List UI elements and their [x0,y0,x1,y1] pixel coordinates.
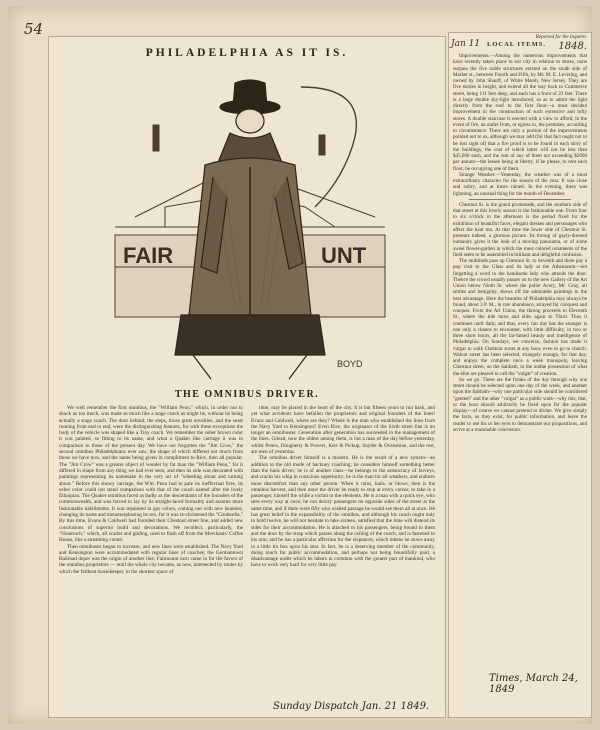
local-items-body [453,53,587,699]
article-columns [59,405,435,705]
article-paragraph: Then omnibuses began to increase, and new lines were established. The Navy Yard and Kensington were accommodated with regular lines of coaches; the Germantown Railroad depot was the origin of another line; Fairmount next came in for the favors of the omnibus proprietors — until the whole city became, as now, intersected by routes by which the farthest housekeeper, in the shortest space of [59,543,243,575]
article-paragraph: time, may be placed in the heart of the city. It is but fifteen years to run back, and yet what accidents have befallen the proprietors and original founders of the lines! Evans and Caldwell, where are they? Where is the man who established the lines from the Navy Yard to Kensington? Even Rice, the originator of the Sixth street line is no longer an omnibuster. Generation after generation has succeeded in the management of the lines. Gilead, now the oldest among them, is but a man of the day before yesterday, whilst Peters, Dougherty & Powers, Kerr & Pickup, Snyder & Ovenshine, and the rest, are men of yesterday. [251,405,435,456]
local-item-paragraph: Strange Weather.—Yesterday, the weather was of a most extraordinary character for the season of the year. It was close and sultry, and at times rained. In the evening, there was lightning, an unusual thing for the month of December. [453,171,587,197]
artist-signature: BOYD [337,359,363,369]
left-clipping [48,36,446,718]
local-item-paragraph: So we go. These are the freaks of the day through why one street should be selected upon one day of the week, and another upon the Sabbath—why one particular side should be considered "genteel" and the other "vulgar" as a public walk—why this, that, or the hour should arbitrarily be fixed upon for the popular display—of course we cannot pretend to divine. We give simply the facts, as they exist, for public information, and leave the reader to use his or her eyes to demonstrate our propositions, and arrive at a reasonable conclusion. [453,376,587,433]
reported-for-line: Reported for the Inquirer. [535,35,587,40]
local-item-paragraph: Chestnut St. is the grand promenade, and the southern side of that street at this lovely season is the fashionable one. From four to six o'clock in the afternoon is the period fixed for the exhibition of beautiful faces, elegant dresses and personages who affect the haut ton. At that time the lower side of Chestnut St. presents indeed, a glorious picture. Its throng of gayly-dressed humanity gives it the look of a moving panorama, or of some sweet flower-garden in which the most colored ornaments of the field seem to be assembled in brilliant and delightful confusion. [453,201,587,258]
divider [469,199,571,200]
handwritten-source-note: Sunday Dispatch Jan. 21 1849. [273,701,430,712]
section-header [449,35,591,52]
sign-fair: FAIR [123,243,174,268]
omnibus-driver-illustration [105,67,395,383]
right-clipping [448,32,592,718]
article-paragraph: We well remember the first omnibus, the "William Penn," which, in order not to shock us too much, was made as much like a stage coach as might be, without its being actually a stage coach. The door behind; the steps, those great novelties, and the seats running from end to end, were the distinguishing features, for with these exceptions the body of the vehicle was shaped like a Troy coach. We remember the sober brown color it was painted, so fitting to its name, and what a Quaker like carriage it was in comparison to those of the present day. We have not forgotten the "Jim Crow," the second omnibus Philadelphians ever saw, the shape of which differed not much from those we have now, and the name being given in compliment to Rice, then all popular. The "Jim Crow" was a greater object of wonder by far than the "William Penn," for it differed in shape from any thing we had ever seen, and then its side was decorated with paintings representing its namesake in the very act of "wheeling about and turning about." Before this showy carriage, the Wm. Penn had to pale its ineffectual fires, its sober color could not stand comparison with that of the couch named after the lively Ethiopian. The Quaker omnibus faced as badly as the descendants of the founders of the commonwealth, and was forced to lay by its straight-laced formality and assume more fashionable habiliments. It was repainted in gay colors, coming out with new beauties, changing its name and metamorphosing its sex, for it was re-christened the "Cinderella." By this time, Evans & Caldwell had founded their Chestnut street line, and added new conclusions of superior build and decorations. We recollect, particularly, the "Nonesuch," which, all scarlet and gilding, used to flash off from the Merchants' Coffee House, like a streaming comet. [59,405,243,544]
article-paragraph: The omnibus driver himself is a modern. He is the result of a new system—an addition to the old mode of hackney coaching; he considers himself something better than the hack driver; he is of another class—he belongs to the aristocracy of Jarveys, and cracks his whip in conscious superiority; he is the man for all weathers, and endures more discomfort than any other person. When it rains, hails, or blows, then is the omnibus harvest, and then must the driver be ready to stop at every corner, to take in a passenger, himself the while a victim to the elements. He is a man with a quick eye, who sees every way at once; he can descry passengers on opposite sides of the street at the same time, and if there were fifty who wished passage he would see them all at once. He has great belief in the expansibility of the omnibus, and although his coach ought only to hold twelve, he will not hesitate to take sixteen, satisfied that the time will distend its sides for their accommodation. He is attached to his passengers, being bound to them and the door by the strap which passes along the ceiling of the coach, and is fastened to his arm; and he has a particular affection for the sixpences, which tokens he stows away in a little tin box upon his seat. In fact, he is a deserving member of the community, doing much for public accommodation, and perhaps not being bountifully paid, a disadvantage under which he labors in common with the greater part of mankind, who have to work very hard for very little pay. [251,455,435,569]
clipping-headline: PHILADELPHIA AS IT IS. [145,47,349,59]
sign-unt: UNT [321,243,367,268]
article-column-2 [251,405,435,705]
handwritten-year: 1848. [558,41,587,52]
scrapbook-page [8,6,592,724]
illustration-caption: THE OMNIBUS DRIVER. [174,389,320,400]
article-column-1 [59,405,243,705]
page-number: 54 [24,20,44,38]
local-item-paragraph: The multitude pass up Chestnut St. to Seventh and there pay a pop visit to the Glass and its lady at the Athenaeum—not forgetting a word to the handsome lady who attends the door. Thence the crowd usually passes on to the new Gallery of the Art Union below Ninth St. where the polite Acery, Mr. Gray, all smiles and benignity, shows off the admirable paintings to the best advantage. Here the beauties of Philadelphia may always be found, about 3 P. M., in rare abundance, arrayed for conquest and conquer. From the Art Union, the throng proceeds to Eleventh St., where the tide turns and ebbs again to Third. Thus it continues until dark; and thus, every fair day has the stranger is one only a chance to encounter, with little difficulty, in two or three short hours, all the far-famed beauty and intelligence of Philadelphia. On Sundays, we conceive, fashion has made it vulgar to walk Chestnut street at any hour, even to go to church. Walnut street has been selected, strangely enough, for that day, and enjoys the complete once a week monopoly, leaving Chestnut street, on the Sabbath, to the undue possession of what the élite are pleased to call the "vulgar" of creation. [453,258,587,377]
local-item-paragraph: Improvements.—Among the numerous improvements that have recently taken place in our city in relation to stores, none surpass the five noble structures erected on the south side of Market st., between Fourth and Fifth, by Mr. M. E. Levering, and owned by John Shauff, of White Marsh, New Jersey. They are five stories in height, and extend all the way back to Commerce street, being 111 feet deep, and each has a front of 22 feet. There is a large double sky-light introduced, so as to admit the light directly from the roof to the first floor—a most decided improvement in the construction of such extensive and lofty stores. A double staircase is erected with a view to afford, in the event of fire, an outlet from, or egress to, the premises, according to circumstance. There are only a portion of the improvements pointed out to us, although we may add (for that fact ought not to be lost sight of) that a fire proof is to be found in each story of the buildings, the cost of which latter will not be less than $45,000 each, and the rent of any of them not exceeding $2000 per annum—the lessee being at liberty, if he please, to rent each floor, he occupying one of them. [453,53,587,172]
handwritten-source-note: Times, March 24, 1849 [489,673,578,695]
handwritten-date-prefix: Jan 11 [451,39,481,49]
section-title: LOCAL ITEMS. [487,41,546,48]
